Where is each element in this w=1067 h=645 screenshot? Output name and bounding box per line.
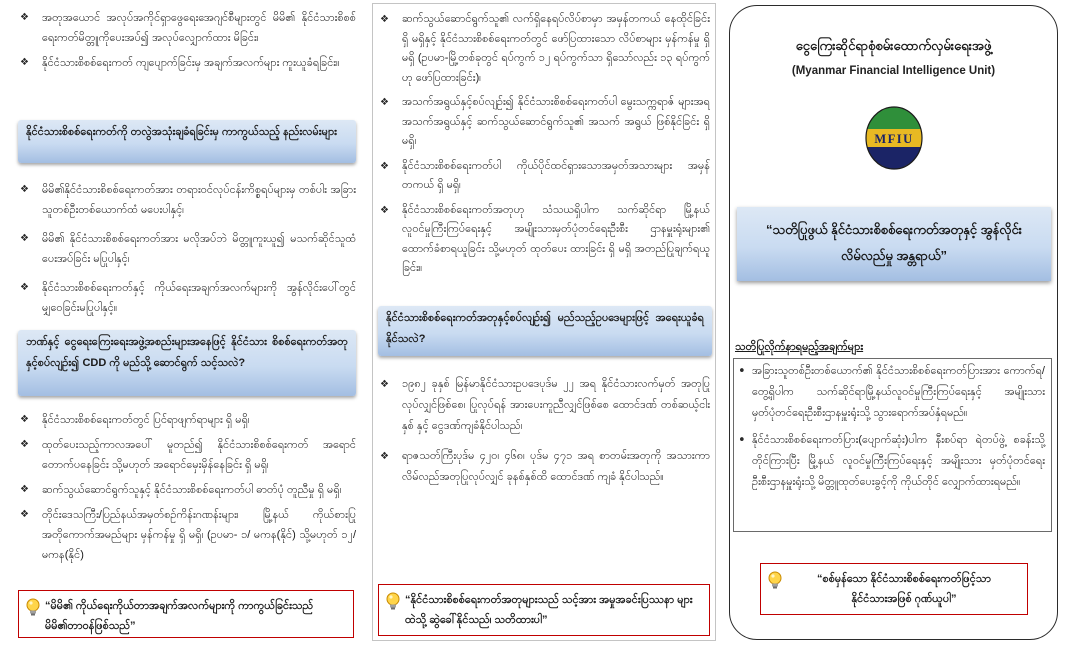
list-item xyxy=(20,410,356,430)
list-item-text: အသက်အရွယ်နှင့်စပ်လျဉ်း၍ နိုင်ငံသားစိစစ်ရေးကတ်ပါ မွေးသက္ကရာဇ် များအရ အသက်အရွယ်နှင့် ဆက်သွယ်ဆောင်ရွက်သူ၏ အသက် အရွယ် ဖြစ်နိုင်ခြင်း ရှိ မရှိ၊ xyxy=(402,96,710,147)
list-item-text: နိုင်ငံသားစိစစ်ရေးကတ်တွင် ပြင်ရာဖျက်ရာများ ရှိ မရှိ၊ xyxy=(42,414,250,426)
list-item-text: နိုင်ငံသားစိစစ်ရေးကတ်အတုဟု သံသယရှိပါက သက်ဆိုင်ရာ မြို့နယ် လူဝင်မှုကြီးကြပ်ရေးနှင့် အမျိုးသားမှတ်ပုံတင်ရေးဦးစီး ဌာနမှူးရုံးများ၏ ထောက်ခံစာရယူခြင်း သို့မဟုတ် ထုတ်ပေး ထားခြင်း ရှိ မရှိ အတည်ပြုချက်ရယူခြင်း။ xyxy=(402,203,710,274)
diamond-bullet-icon xyxy=(20,53,42,73)
diamond-bullet-icon xyxy=(20,435,42,455)
diamond-bullet-icon xyxy=(380,374,402,395)
diamond-bullet-icon xyxy=(380,157,402,177)
lightbulb-icon xyxy=(25,598,45,622)
diamond-bullet-icon xyxy=(380,93,402,113)
callout-note-text: “နိုင်ငံသားစိစစ်ရေးကတ်အတုများသည် သင့်အား အမှုအခင်းပြဿနာ များထဲသို့ ဆွဲခေါ်နိုင်သည်၊ သတိထားပါ” xyxy=(405,594,693,626)
list-item xyxy=(738,430,1045,493)
lightbulb-icon xyxy=(385,592,405,616)
section-header-cdd: ဘဏ်နှင့် ငွေရေးကြေးရေးအဖွဲ့အစည်းများအနေဖြင့် နိုင်ငံသား စိစစ်ရေးကတ်အတုနှင့်စပ်လျဉ်း၍ CDD ကို မည်သို့ ဆောင်ရွက် သင့်သလဲ? xyxy=(18,330,356,396)
lightbulb-icon xyxy=(767,571,787,595)
mfiu-logo xyxy=(864,106,924,170)
list-item xyxy=(380,157,710,196)
list-item xyxy=(738,361,1045,424)
list-item xyxy=(20,53,356,73)
list-item xyxy=(20,480,356,500)
org-subtitle: (Myanmar Financial Intelligence Unit) xyxy=(791,65,996,77)
callout-note-text: “စစ်မှန်သော နိုင်ငံသားစိစစ်ရေးကတ်ဖြင့်သာ နိုင်ငံသားအဖြစ် ဂုဏ်ယူပါ” xyxy=(817,573,991,605)
section-header-laws: နိုင်ငံသားစိစစ်ရေးကတ်အတုနှင့်စပ်လျဉ်း၍ မည်သည့်ဥပဒေများဖြင့် အရေးယူခံရနိုင်သလဲ? xyxy=(378,306,712,356)
list-item-text: အတုအယောင် အလုပ်အကိုင်ရှာဖွေရေးအေဂျင်စီများတွင် မိမိ၏ နိုင်ငံသားစိစစ်ရေးကတ်မိတ္တူကိုပေးအပ်၍ အလုပ်လျှောက်ထား မိခြင်း၊ xyxy=(42,12,356,44)
list-item xyxy=(380,374,710,437)
protection-methods-list xyxy=(20,180,356,322)
list-item-text: နိုင်ငံသားစိစစ်ရေးကတ်နှင့် ကိုယ်ရေးအချက်အလက်များကို အွန်လိုင်းပေါ်တွင် မျှဝေခြင်းမပြုပါနှင့်။ xyxy=(42,282,356,314)
list-item xyxy=(20,505,356,565)
list-item xyxy=(20,180,356,220)
diamond-bullet-icon xyxy=(20,410,42,430)
list-item-text: ဆက်သွယ်ဆောင်ရွက်သူနှင့် နိုင်ငံသားစိစစ်ရေးကတ်ပါ ဓာတ်ပုံ တူညီမှု ရှိ မရှိ၊ xyxy=(42,484,342,496)
diamond-bullet-icon xyxy=(20,229,42,249)
precautions-list xyxy=(733,358,1052,532)
list-item xyxy=(380,446,710,488)
diamond-bullet-icon xyxy=(380,201,402,221)
list-item xyxy=(20,435,356,475)
list-item-text: ရာဇသတ်ကြီးပုဒ်မ ၄၂၀၊ ၄၆၈၊ ပုဒ်မ ၄၇၁ အရ စာတမ်းအတုကို အသားကာ လိမ်လည်အတုပြုလုပ်လျှင် ခုနစ်နှစ်ထိ ထောင်ဒဏ် ကျခံ နိုင်ပါသည်။ xyxy=(402,450,710,483)
org-title: ငွေကြေးဆိုင်ရာစုံစမ်းထောက်လှမ်းရေးအဖွဲ့ xyxy=(795,38,992,53)
list-item-text: နိုင်ငံသားစိစစ်ရေးကတ် ကျပျောက်ခြင်းမှ အချက်အလက်များ ကူးယူခံရခြင်း။ xyxy=(42,57,340,69)
list-item-text: ထုတ်ပေးသည့်ကာလအပေါ် မူတည်၍ နိုင်ငံသားစိစစ်ရေးကတ် အရောင် တောက်ပနေခြင်း သို့မဟုတ် အရောင်မှေးမှိန်နေခြင်း ရှိ မရှိ၊ xyxy=(42,439,356,471)
callout-note-text: “မိမိ၏ ကိုယ်ရေးကိုယ်တာအချက်အလက်များကို ကာကွယ်ခြင်းသည် မိမိ၏တာဝန်ဖြစ်သည်” xyxy=(45,600,314,632)
cover-panel xyxy=(729,5,1058,640)
section-header-protection: နိုင်ငံသားစိစစ်ရေးကတ်ကို တလွဲအသုံးချခံရခြင်းမှ ကာကွယ်သည့် နည်းလမ်းများ xyxy=(18,120,356,163)
list-item-text: မိမိ၏နိုင်ငံသားစိစစ်ရေးကတ်အား တရားဝင်လုပ်ငန်းကိစ္စရပ်များမှ တစ်ပါး အခြားသူတစ်ဦးတစ်ယောက်ထံ မပေးပါနှင့်၊ xyxy=(42,184,356,216)
list-item xyxy=(380,93,710,152)
campaign-banner: “သတိပြုဖွယ် နိုင်ငံသားစိစစ်ရေးကတ်အတုနှင့် အွန်လိုင်းလိမ်လည်မှု အန္တရာယ်” xyxy=(737,207,1051,281)
precautions-heading: သတိပြုလိုက်နာရမည့်အချက်များ xyxy=(735,341,864,353)
diamond-bullet-icon xyxy=(380,10,402,30)
logo-text: MFIU xyxy=(874,132,914,146)
list-item xyxy=(20,229,356,269)
list-item xyxy=(380,10,710,88)
list-item-text: မိမိ၏ နိုင်ငံသားစိစစ်ရေးကတ်အား မလိုအပ်ဘဲ မိတ္တူကူးယူ၍ မသက်ဆိုင်သူထံ ပေးအပ်ခြင်း မပြုပါနှင့်၊ xyxy=(42,233,356,265)
diamond-bullet-icon xyxy=(20,180,42,200)
diamond-bullet-icon xyxy=(20,278,42,298)
cdd-checks-list xyxy=(20,410,356,584)
dot-bullet-icon xyxy=(738,361,752,382)
dot-bullet-icon xyxy=(738,430,752,451)
list-item-text: နိုင်ငံသားစိစစ်ရေးကတ်ပြား(ပျောက်ဆုံး)ပါက နီးစပ်ရာ ရဲတပ်ဖွဲ့ စခန်းသို့ တိုင်ကြားပြီး မြို့နယ် လူဝင်မှုကြီးကြပ်ရေးနှင့် အမျိုးသား မှတ်ပုံတင်ရေးဦးစီးဌာနမှူးရုံးသို့ မိတ္တူထုတ်ပေးခွင့်ကို ကိုယ်တိုင် လျှောက်ထားရမည်။ xyxy=(752,434,1045,488)
list-item-text: အခြားသူတစ်ဦးတစ်ယောက်၏ နိုင်ငံသားစိစစ်ရေးကတ်ပြားအား ကောက်ရ/တွေ့ရှိပါက သက်ဆိုင်ရာမြို့နယ်လူဝင်မှုကြီးကြပ်ရေးနှင့် အမျိုးသားမှတ်ပုံတင်ရေးဦးစီးဌာနမှူးရုံးသို့ သွားရောက်အပ်နှံရမည်။ xyxy=(752,365,1045,419)
list-item xyxy=(380,201,710,279)
list-item xyxy=(20,278,356,318)
diamond-bullet-icon xyxy=(380,446,402,467)
laws-list xyxy=(380,374,710,516)
list-item-text: နိုင်ငံသားစိစစ်ရေးကတ်ပါ ကိုယ်ပိုင်ထင်ရှားသောအမှတ်အသားများ အမှန်တကယ် ရှိ မရှိ၊ xyxy=(402,159,710,191)
scam-methods-list xyxy=(20,8,356,114)
diamond-bullet-icon xyxy=(20,505,42,525)
list-item-text: တိုင်းဒေသကြီး/ပြည်နယ်အမှတ်စဉ်ကိန်းဂဏန်းများ၊ မြို့နယ် ကိုယ်စားပြု အတိုကောက်အမည်များ မှန်ကန်မှု ရှိ မရှိ၊ (ဥပမာ- ၁/ မကန(နိုင်) သို့မဟုတ် ၁၂/ မကန(နိုင်) xyxy=(42,509,356,561)
list-item-text: ဆက်သွယ်ဆောင်ရွက်သူ၏ လက်ရှိနေရပ်လိပ်စာမှာ အမှန်တကယ် နေထိုင်ခြင်း ရှိ မရှိနှင့် နိုင်ငံသားစိစစ်ရေးကတ်တွင် ဖော်ပြထားသော လိပ်စာများ မှန်ကန်မှု ရှိ မရှိ (ဥပမာ-မြို့တစ်ခုတွင် ရပ်ကွက် ၁၂ ရပ်ကွက်သာ ရှိသော်လည်း ၁၃ ရပ်ကွက်ဟု ဖော်ပြထားခြင်း)၊ xyxy=(402,13,710,84)
diamond-bullet-icon xyxy=(20,8,42,28)
identity-checks-list xyxy=(380,10,710,282)
list-item xyxy=(20,8,356,48)
callout-note xyxy=(760,563,1028,615)
diamond-bullet-icon xyxy=(20,480,42,500)
callout-note xyxy=(18,590,354,638)
callout-note xyxy=(378,584,710,636)
list-item-text: ၁၉၈၂ ခုနှစ် မြန်မာနိုင်ငံသားဥပဒေပုဒ်မ ၂၂ အရ နိုင်ငံသားလက်မှတ် အတုပြုလုပ်လျှင်ဖြစ်စေ၊ ပြုလုပ်ရန် အားပေးကူညီလျှင်ဖြစ်စေ ထောင်ဒဏ် တစ်ဆယ့်ငါးနှစ် နှင့် ငွေဒဏ်ကျခံနိုင်ပါသည်၊ xyxy=(402,378,710,432)
